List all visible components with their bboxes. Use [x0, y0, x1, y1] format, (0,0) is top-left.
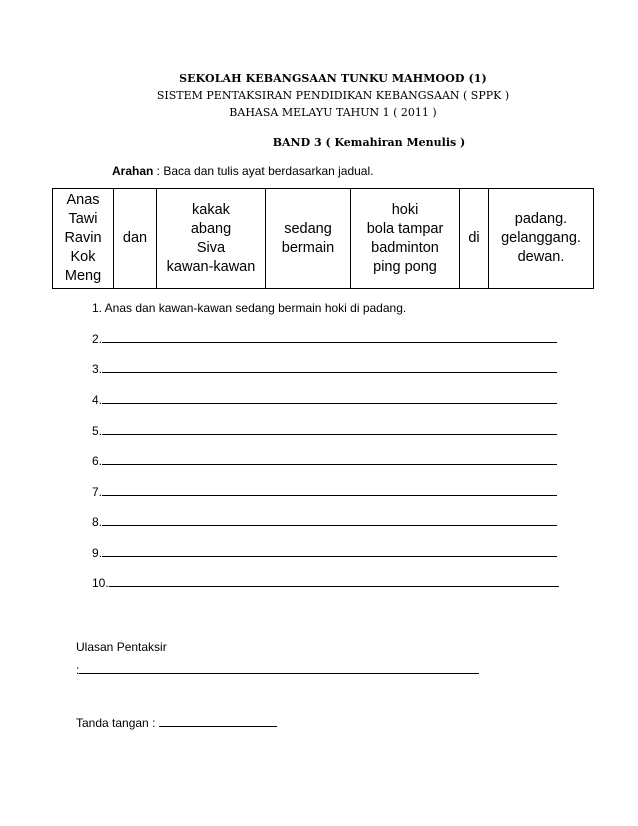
places-cell [489, 189, 594, 289]
blank-line[interactable] [102, 424, 557, 435]
table-word: Meng [64, 268, 102, 284]
table-word: Tawi [68, 211, 98, 227]
line-number: 4. [92, 393, 103, 407]
table-word: ping pong [373, 258, 437, 275]
signature-label: Tanda tangan : [76, 716, 159, 730]
table-row [53, 189, 594, 289]
table-word: abang [190, 220, 232, 237]
table-word: bermain [281, 239, 335, 256]
line-number: 10. [92, 576, 109, 590]
table-word: Ravin [64, 230, 102, 246]
review-blank[interactable] [79, 663, 479, 674]
band-title: BAND 3 ( Kemahiran Menulis ) [272, 136, 466, 149]
table-word: padang. [514, 211, 568, 227]
instruction [112, 164, 373, 178]
answer-line[interactable] [92, 485, 557, 499]
subjects-cell [53, 189, 114, 289]
blank-line[interactable] [102, 454, 557, 465]
review-label: Ulasan Pentaksir [76, 640, 167, 654]
answer-line[interactable] [92, 332, 557, 346]
preposition-cell [460, 189, 489, 289]
signature-blank[interactable] [159, 716, 277, 727]
blank-line[interactable] [102, 393, 557, 404]
table-word: di [468, 230, 480, 246]
assessment-system: SISTEM PENTAKSIRAN PENDIDIKAN KEBANGSAAN ( SPPK ) [156, 89, 510, 102]
games-cell [351, 189, 460, 289]
line-number: 3. [92, 362, 103, 376]
answer-line[interactable] [92, 515, 557, 529]
answer-line[interactable] [92, 362, 557, 376]
blank-line[interactable] [102, 332, 557, 343]
blank-line[interactable] [102, 362, 557, 373]
review-prefix: : [76, 663, 80, 677]
verb-cell [266, 189, 351, 289]
line-number: 6. [92, 454, 103, 468]
table-word: kawan-kawan [166, 258, 256, 275]
table-word: dan [122, 230, 148, 246]
answer-line[interactable] [92, 424, 557, 438]
partners-cell [157, 189, 266, 289]
instruction-text: : Baca dan tulis ayat berdasarkan jadual. [153, 164, 374, 178]
example-sentence: 1. Anas dan kawan-kawan sedang bermain hoki di padang. [92, 301, 407, 315]
instruction-label: Arahan [112, 164, 154, 178]
blank-line[interactable] [109, 576, 559, 587]
line-number: 5. [92, 424, 103, 438]
line-number: 8. [92, 515, 103, 529]
subject-year: BAHASA MELAYU TAHUN 1 ( 2011 ) [229, 106, 437, 119]
table-word: dewan. [517, 249, 565, 265]
table-word: Kok [70, 249, 96, 265]
substitution-table [52, 188, 594, 289]
table-word: kakak [192, 201, 230, 218]
table-word: sedang [284, 220, 332, 237]
blank-line[interactable] [102, 515, 557, 526]
line-number: 9. [92, 546, 103, 560]
blank-line[interactable] [102, 546, 557, 557]
conjunction-cell [114, 189, 157, 289]
table-word: bola tampar [366, 220, 444, 237]
review-field[interactable] [76, 663, 479, 677]
line-number: 2. [92, 332, 103, 346]
table-word: badminton [371, 239, 439, 256]
answer-line[interactable] [92, 393, 557, 407]
table-word: hoki [391, 201, 419, 218]
table-word: gelanggang. [501, 230, 581, 246]
blank-line[interactable] [102, 485, 557, 496]
table-word: Siva [196, 239, 226, 256]
table-word: Anas [66, 192, 100, 208]
answer-line[interactable] [92, 454, 557, 468]
signature-field[interactable] [76, 716, 277, 730]
answer-line[interactable] [92, 576, 559, 590]
school-name: SEKOLAH KEBANGSAAN TUNKU MAHMOOD (1) [179, 72, 487, 85]
line-number: 7. [92, 485, 103, 499]
answer-line[interactable] [92, 546, 557, 560]
